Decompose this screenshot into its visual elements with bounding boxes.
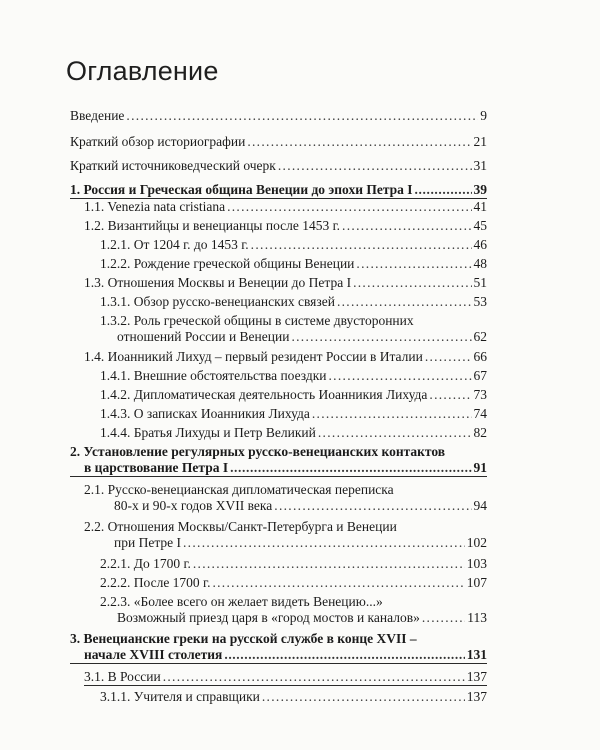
toc-entry — [100, 294, 487, 311]
toc-entry-page: 73 — [473, 387, 487, 402]
toc-entry — [70, 134, 487, 151]
dot-leader — [337, 294, 472, 310]
toc-entry-page: 82 — [473, 425, 487, 440]
toc-entry-page: 137 — [466, 669, 487, 684]
toc-entry — [100, 368, 487, 385]
toc-entry-title-line1: 2.2.3. «Более всего он желает видеть Венецию...» — [100, 594, 383, 609]
dot-leader — [291, 329, 471, 345]
toc-entry-title-line1: 2. Установление регулярных русско-венецианских контактов — [70, 444, 446, 459]
toc-entry-page: 62 — [473, 329, 487, 344]
toc-entry-page: 66 — [473, 349, 487, 364]
toc-entry-page: 53 — [473, 294, 487, 309]
dot-leader — [318, 425, 472, 441]
toc-entry-page: 21 — [473, 134, 487, 149]
toc-entry-title: 1.4. Иоанникий Лихуд – первый резидент России в Италии — [84, 349, 423, 364]
toc-entry — [100, 575, 487, 592]
toc-entry — [100, 387, 487, 404]
toc-entry-multiline — [84, 482, 487, 515]
toc-entry — [100, 406, 487, 423]
toc-entry-title: в царствование Петра I — [84, 460, 229, 475]
toc-entry-title: 2.2.2. После 1700 г. — [100, 575, 211, 590]
toc-entry-page: 67 — [473, 368, 487, 383]
dot-leader — [425, 349, 472, 365]
dot-leader — [329, 368, 472, 384]
toc-entry-page: 137 — [466, 689, 487, 704]
toc-entry-page: 91 — [473, 460, 487, 475]
toc-entry-title: 1.2. Византийцы и венецианцы после 1453 г. — [84, 218, 341, 233]
toc-entry-page: 113 — [467, 610, 487, 625]
toc-entry-title-line1: 2.2. Отношения Москвы/Санкт-Петербурга и Венеции — [84, 519, 397, 534]
toc-entry-multiline — [100, 313, 487, 346]
dot-leader — [230, 460, 471, 476]
toc-entry — [100, 689, 487, 706]
dot-leader — [262, 689, 465, 705]
toc-entry-page: 45 — [473, 218, 487, 233]
toc-entry — [100, 425, 487, 442]
dot-leader — [126, 108, 478, 124]
dot-leader — [278, 158, 472, 174]
toc-entry-page: 46 — [473, 237, 487, 252]
toc-entry-title-line1: 2.1. Русско-венецианская дипломатическая переписка — [84, 482, 394, 497]
toc-entry-title: Краткий источниковедческий очерк — [70, 158, 276, 173]
toc-chapter-entry — [70, 444, 487, 477]
toc-entry-title: 1.4.2. Дипломатическая деятельность Иоанникия Лихуда — [100, 387, 428, 402]
toc-chapter-entry — [70, 631, 487, 664]
toc-entry — [84, 669, 487, 686]
toc-entry-title: 3.1. В России — [84, 669, 161, 684]
toc-entry-title: отношений России и Венеции — [117, 329, 290, 344]
dot-leader — [312, 406, 472, 422]
dot-leader — [224, 647, 464, 663]
toc-entry — [84, 349, 487, 366]
dot-leader — [342, 218, 471, 234]
toc-entry-title: 1.4.1. Внешние обстоятельства поездки — [100, 368, 327, 383]
toc-entry-multiline — [84, 519, 487, 552]
dot-leader — [251, 237, 472, 253]
toc-entry-page: 107 — [466, 575, 487, 590]
toc-entry-multiline — [100, 594, 487, 627]
dot-leader — [212, 575, 464, 591]
toc-entry-page: 131 — [466, 647, 487, 662]
toc-entry-title-line1: 3. Венецианские греки на русской службе в конце XVII – — [70, 631, 417, 646]
toc-entry-page: 103 — [466, 556, 487, 571]
toc-entry-title: Краткий обзор историографии — [70, 134, 246, 149]
dot-leader — [429, 387, 471, 403]
dot-leader — [163, 669, 465, 685]
toc-entry — [84, 218, 487, 235]
toc-entry-title: начале XVIII столетия — [84, 647, 223, 662]
toc-entry-title: 1.2.2. Рождение греческой общины Венеции — [100, 256, 355, 271]
dot-leader — [356, 256, 471, 272]
page-title: Оглавление — [66, 56, 219, 86]
dot-leader — [422, 610, 465, 626]
toc-entry-title: 2.2.1. До 1700 г. — [100, 556, 191, 571]
toc-entry-page: 39 — [473, 182, 487, 197]
toc-entry-title: 1.3. Отношения Москвы и Венеции до Петра I — [84, 275, 352, 290]
toc-entry — [70, 108, 487, 125]
dot-leader — [247, 134, 471, 150]
toc-entry-page: 94 — [473, 498, 487, 513]
toc-entry-title: 80-х и 90-х годов XVII века — [114, 498, 273, 513]
toc-entry-page: 9 — [480, 108, 487, 123]
toc-entry-title-line1: 1.3.2. Роль греческой общины в системе двусторонних — [100, 313, 414, 328]
toc-entry-page: 102 — [466, 535, 487, 550]
toc-entry — [100, 256, 487, 273]
toc-entry-title: Возможный приезд царя в «город мостов и каналов» — [117, 610, 420, 625]
toc-chapter-entry — [70, 182, 487, 199]
toc-entry-title: 1.2.1. От 1204 г. до 1453 г. — [100, 237, 249, 252]
toc-entry-title: 1.4.4. Братья Лихуды и Петр Великий — [100, 425, 316, 440]
dot-leader — [227, 199, 471, 215]
dot-leader — [353, 275, 471, 291]
dot-leader — [193, 556, 465, 572]
toc-entry-title: 1. Россия и Греческая община Венеции до эпохи Петра I — [70, 182, 413, 197]
toc-entry — [100, 237, 487, 254]
toc-entry-title: Введение — [70, 108, 125, 123]
toc-entry-page: 48 — [473, 256, 487, 271]
toc-entry-title: 3.1.1. Учителя и справщики — [100, 689, 260, 704]
toc-entry-page: 51 — [473, 275, 487, 290]
toc-entry-page: 74 — [473, 406, 487, 421]
dot-leader — [274, 498, 471, 514]
toc-entry-title: 1.3.1. Обзор русско-венецианских связей — [100, 294, 335, 309]
toc-entry — [70, 158, 487, 175]
toc-entry — [100, 556, 487, 573]
toc-entry-page: 31 — [473, 158, 487, 173]
dot-leader — [183, 535, 465, 551]
toc-entry-title: при Петре I — [114, 535, 181, 550]
dot-leader — [415, 182, 472, 198]
toc-entry — [84, 275, 487, 292]
toc-entry-page: 41 — [473, 199, 487, 214]
toc-entry — [84, 199, 487, 216]
toc-entry-title: 1.4.3. О записках Иоанникия Лихуда — [100, 406, 310, 421]
toc-entry-title: 1.1. Venezia nata cristiana — [84, 199, 226, 214]
